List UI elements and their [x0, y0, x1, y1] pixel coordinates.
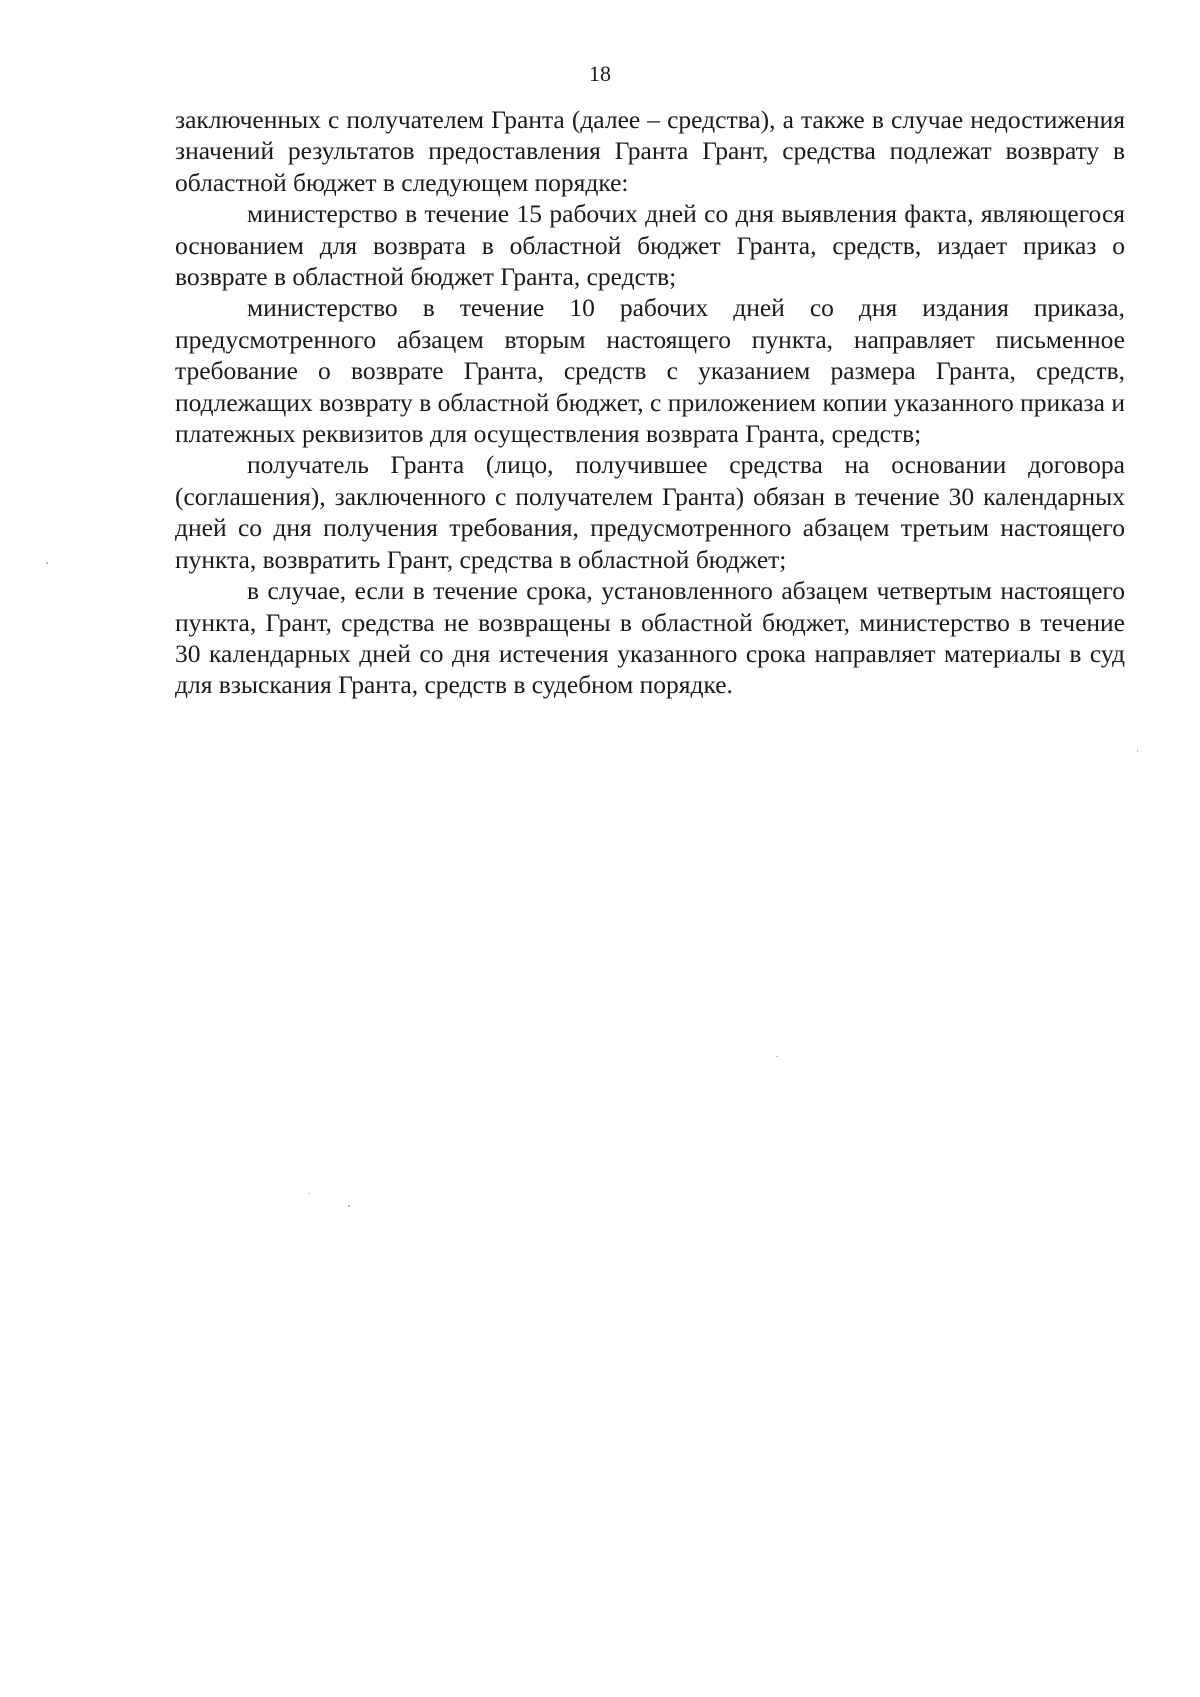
- paragraph-order-issue: министерство в течение 15 рабочих дней со дня выявления факта, являющегося основанием для возврата в областной бюджет Гранта, средств, издает приказ о возврате в областной бюджет Гранта, средств;: [175, 199, 1125, 292]
- scan-speck: [1137, 750, 1138, 752]
- paragraph-continuation: заключенных с получателем Гранта (далее – средства), а также в случае недостижения значений результатов предоставления Гранта Грант, средства подлежат возврату в областной бюджет в следующем порядке:: [175, 105, 1125, 197]
- paragraph-recipient-return: получатель Гранта (лицо, получившее средства на основании договора (соглашения), заключенного с получателем Гранта) обязан в течение 30 календарных дней со дня получения требования, предусмотренного абзацем третьим настоящего пункта, возвратить Грант, средства в областной бюджет;: [175, 450, 1125, 574]
- document-body: [175, 104, 1125, 701]
- paragraph-demand-send: министерство в течение 10 рабочих дней со дня издания приказа, предусмотренного абзацем вторым настоящего пункта, направляет письменное требование о возврате Гранта, средств с указанием размера Гранта, средств, подлежащих возврату в областной бюджет, с приложением копии указанного приказа и платежных реквизитов для осуществления возврата Гранта, средств;: [175, 293, 1125, 449]
- scan-speck: [46, 562, 48, 564]
- page-number: 18: [589, 61, 611, 86]
- paragraph-court-recovery: в случае, если в течение срока, установленного абзацем четвертым настоящего пункта, Грант, средства не возвращены в областной бюджет, министерство в течение 30 календарных дней со дня истечения указанного срока направляет материалы в суд для взыскания Гранта, средств в судебном порядке.: [175, 576, 1125, 700]
- scan-speck: [348, 1205, 350, 1207]
- scan-speck: [308, 1193, 310, 1194]
- scan-speck: [776, 1056, 778, 1057]
